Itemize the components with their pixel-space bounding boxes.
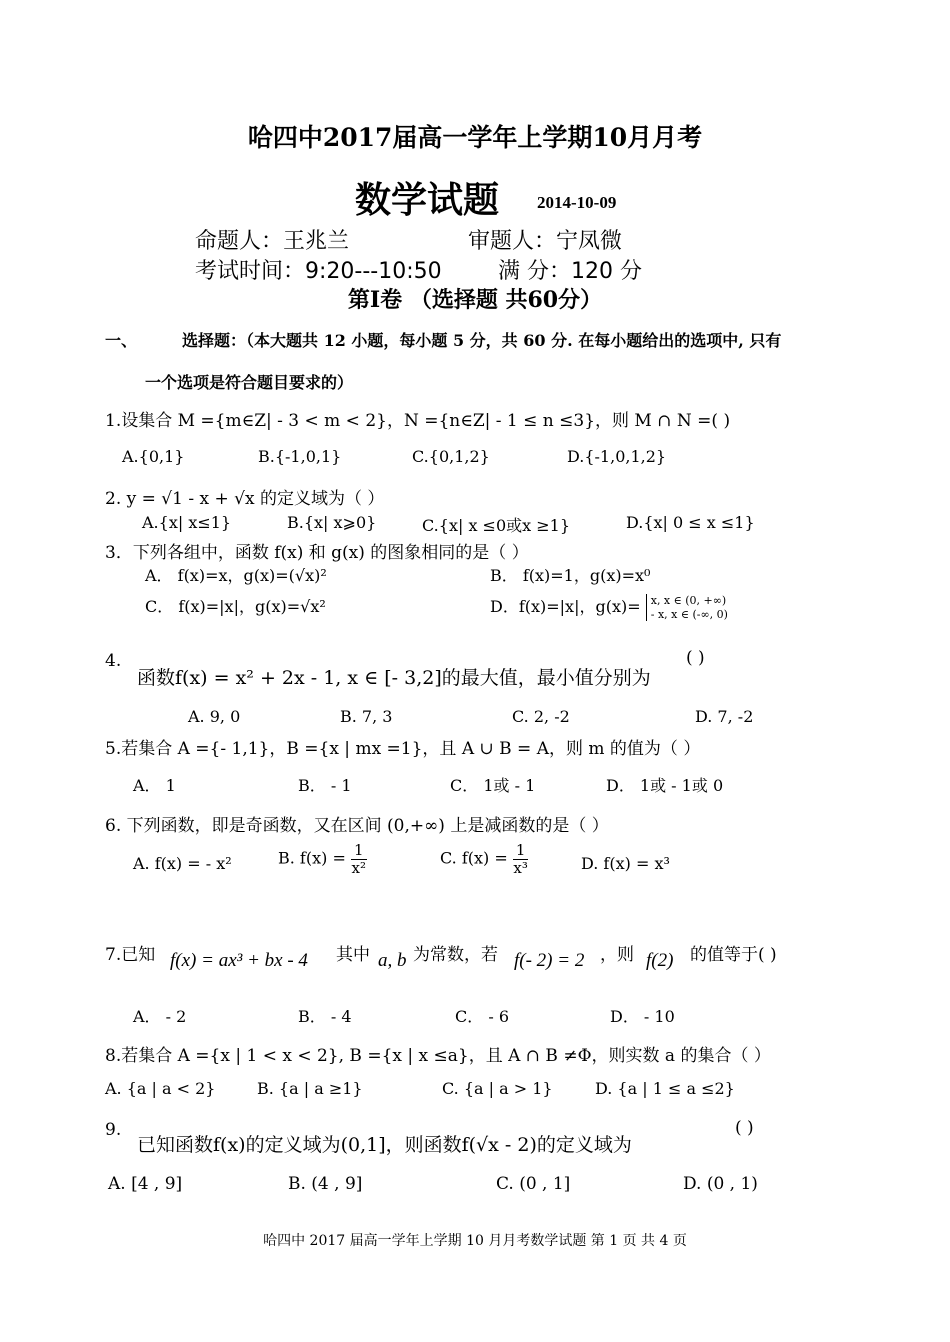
question-4-paren: ( )	[686, 648, 705, 668]
q6-c-numerator: 1	[513, 842, 529, 860]
part-heading: 第Ⅰ卷 （选择题 共60分）	[347, 287, 603, 313]
q7-end: 的值等于( )	[690, 945, 777, 965]
q2-option-a: A.{x| x≤1}	[142, 513, 232, 532]
q5-option-c: C． 1或 - 1	[450, 776, 536, 795]
exam-time: 考试时间：9:20---10:50	[195, 259, 442, 284]
exam-title: 哈四中2017届高一学年上学期10月月考	[247, 123, 703, 152]
q7-option-d: D． - 10	[610, 1007, 675, 1026]
q6-option-b-label: B. f(x) =	[278, 848, 346, 868]
q6-b-numerator: 1	[351, 842, 367, 860]
q7-option-b: B． - 4	[298, 1007, 352, 1026]
q7-then: ，则	[600, 945, 634, 965]
q4-option-d: D. 7, -2	[695, 707, 754, 726]
q1-option-b: B.{-1,0,1}	[258, 447, 342, 466]
reviewer: 审题人：宁凤微	[468, 229, 623, 254]
question-2-stem: 2. y = √1 - x + √x 的定义域为（ ）	[105, 489, 385, 509]
q5-option-d: D． 1或 - 1或 0	[606, 776, 724, 795]
page-footer: 哈四中 2017 届高一学年上学期 10 月月考数学试题 第 1 页 共 4 页	[263, 1233, 687, 1249]
full-score: 满 分：120 分	[498, 259, 642, 284]
q3-option-a: A． f(x)=x，g(x)=(√x)²	[145, 566, 327, 585]
question-3-stem: 3．下列各组中，函数 f(x) 和 g(x) 的图象相同的是（ ）	[105, 543, 529, 563]
q7-mid2: 为常数，若	[413, 945, 498, 965]
q8-option-a: A. {a | a < 2}	[105, 1079, 216, 1098]
q2-option-b: B.{x| x⩾0}	[287, 513, 377, 532]
piecewise-case-2: - x, x ∈ (-∞, 0)	[650, 607, 728, 621]
q4-option-c: C. 2, -2	[512, 707, 570, 726]
q1-option-d: D.{-1,0,1,2}	[567, 447, 667, 466]
q4-option-b: B. 7, 3	[340, 707, 393, 726]
q7-function: f(x) = ax³ + bx - 4	[170, 950, 308, 971]
q7-f2: f(2)	[646, 950, 674, 971]
q9-option-d: D. (0 , 1)	[683, 1174, 758, 1194]
exam-subtitle: 数学试题	[355, 179, 500, 221]
q3-option-b: B． f(x)=1，g(x)=x⁰	[490, 566, 651, 585]
q9-option-b: B. (4 , 9]	[288, 1174, 363, 1194]
q5-option-b: B． - 1	[298, 776, 352, 795]
q8-option-c: C. {a | a > 1}	[442, 1079, 553, 1098]
q7-mid: 其中	[336, 945, 370, 965]
question-8-stem: 8.若集合 A ={x | 1 < x < 2}, B ={x | x ≤a}，且 A ∩ B ≠Φ，则实数 a 的集合（ ）	[105, 1046, 771, 1066]
q6-b-fraction	[351, 842, 367, 876]
question-1-stem: 1.设集合 M ={m∈Z| - 3 < m < 2}，N ={n∈Z| - 1 ≤ n ≤3}，则 M ∩ N =( )	[105, 411, 731, 431]
q6-option-c	[440, 842, 528, 876]
q3-option-d-label: D．f(x)=|x|，g(x)=	[490, 597, 641, 616]
q7-option-c: C． - 6	[455, 1007, 510, 1026]
q3-option-c: C． f(x)=|x|，g(x)=√x²	[145, 597, 326, 616]
q8-option-b: B. {a | a ≥1}	[257, 1079, 363, 1098]
q7-option-a: A． - 2	[133, 1007, 187, 1026]
q8-option-d: D. {a | 1 ≤ a ≤2}	[595, 1079, 735, 1098]
section-instruction: 选择题：（本大题共 12 小题，每小题 5 分，共 60 分. 在每小题给出的选项中, 只有	[182, 331, 782, 350]
question-4-stem: 函数f(x) = x² + 2x - 1, x ∈ [- 3,2]的最大值，最小值分别为	[137, 667, 651, 689]
exam-date: 2014-10-09	[537, 193, 617, 212]
piecewise-case-1: x, x ∈ (0, +∞)	[650, 594, 727, 608]
section-instruction-cont: 一个选项是符合题目要求的）	[145, 373, 354, 392]
section-number: 一、	[105, 331, 138, 350]
question-5-stem: 5.若集合 A ={- 1,1}，B ={x | mx =1}，且 A ∪ B = A，则 m 的值为（ ）	[105, 739, 701, 759]
question-4-number: 4.	[105, 651, 122, 671]
q6-c-denominator: x³	[513, 858, 528, 877]
q6-c-fraction	[513, 842, 529, 876]
setter: 命题人：王兆兰	[195, 229, 350, 254]
q9-option-a: A. [4 , 9]	[108, 1174, 183, 1194]
q6-option-b	[278, 842, 367, 876]
q9-option-c: C. (0 , 1]	[496, 1174, 571, 1194]
q1-option-a: A.{0,1}	[122, 447, 185, 466]
q2-option-c: C.{x| x ≤0或x ≥1}	[422, 516, 571, 535]
question-9-stem: 已知函数f(x)的定义域为(0,1]，则函数f(√x - 2)的定义域为	[137, 1134, 632, 1156]
q6-option-d: D. f(x) = x³	[581, 854, 670, 873]
q7-condition: f(- 2) = 2	[514, 950, 585, 971]
question-9-paren: ( )	[735, 1118, 754, 1138]
q4-option-a: A. 9, 0	[188, 707, 241, 726]
q6-option-a: A. f(x) = - x²	[133, 854, 232, 873]
question-6-stem: 6. 下列函数，即是奇函数，又在区间 (0,+∞) 上是减函数的是（ ）	[105, 816, 609, 836]
question-9-number: 9.	[105, 1120, 122, 1140]
q7-ab: a, b	[378, 950, 407, 971]
question-7-number: 7.已知	[105, 945, 156, 965]
q6-b-denominator: x²	[351, 858, 366, 877]
piecewise-brace	[646, 594, 728, 620]
q5-option-a: A． 1	[133, 776, 176, 795]
q1-option-c: C.{0,1,2}	[412, 447, 490, 466]
q2-option-d: D.{x| 0 ≤ x ≤1}	[626, 513, 755, 532]
q3-option-d	[490, 594, 728, 621]
q6-option-c-label: C. f(x) =	[440, 848, 508, 868]
